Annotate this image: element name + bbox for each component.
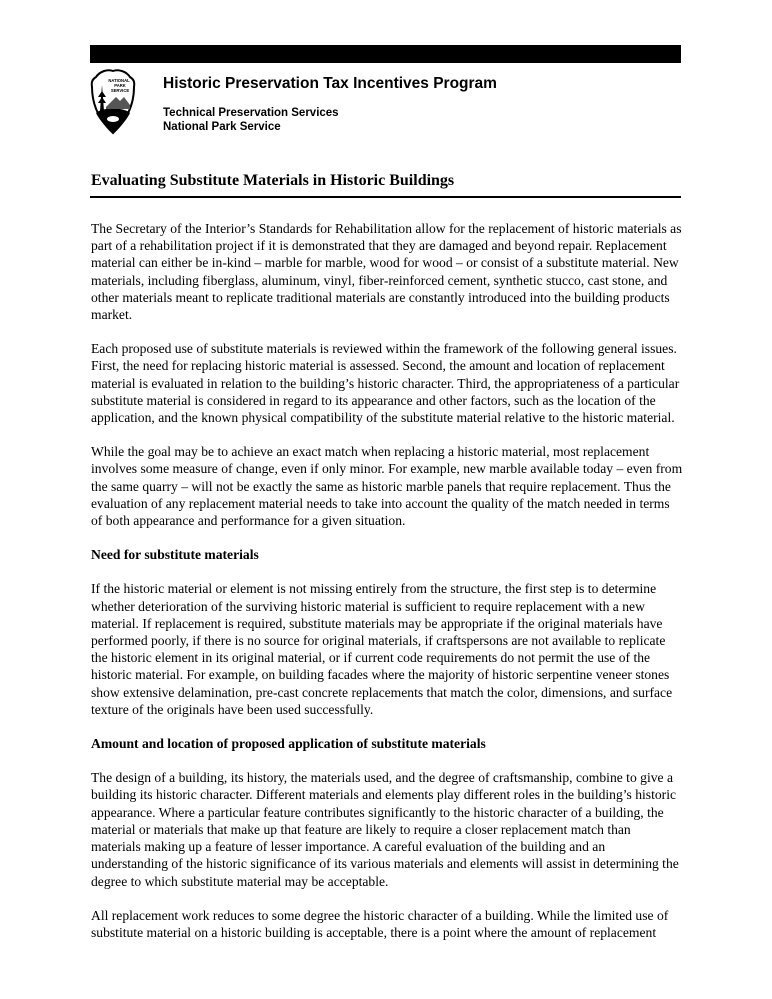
title-divider — [90, 196, 681, 198]
header-black-bar — [90, 45, 681, 63]
svg-text:PARK: PARK — [114, 83, 126, 88]
nps-arrowhead-icon — [90, 67, 136, 135]
paragraph-exact-match: While the goal may be to achieve an exact match when replacing a historic material, most replacement involves some measure of change, even if only minor. For example, new marble available today – even from the same quarry – will not be exactly the same as historic marble panels that require replacement. Thus the evaluation of any replacement material needs to take into account the quality of the match needed in terms of both appearance and performance for a given situation. — [91, 444, 683, 529]
svg-text:SERVICE: SERVICE — [110, 88, 130, 93]
paragraph-need: If the historic material or element is not missing entirely from the structure, the first step is to determine whether deterioration of the surviving historic material is sufficient to require replacement with a new material. If replacement is required, substitute materials may be appropriate if the original materials have performed poorly, if there is no source for original materials, if craftspersons are not available to replicate the historic element in its original material, or if current code requirements do not permit the use of the historic material. For example, on building facades where the majority of historic serpentine veneer stones show extensive delamination, pre-cast concrete replacements that match the color, dimensions, and surface texture of the originals have been used successfully. — [91, 581, 673, 717]
svg-text:NATIONAL: NATIONAL — [108, 78, 130, 83]
paragraph-framework: Each proposed use of substitute materials is reviewed within the framework of the following general issues. First, the need for replacing historic material is assessed. Second, the amount and location of replacement material is evaluated in relation to the building’s historic character. Third, the appropriateness of a particular substitute material is considered in regard to its appearance and other factors, such as the location of the application, and the known physical compatibility of the substitute material relative to the historic material. — [91, 341, 680, 426]
paragraph-intro: The Secretary of the Interior’s Standards for Rehabilitation allow for the replacement of historic materials as part of a rehabilitation project if it is demonstrated that they are damaged and beyond repair. Replacement material can either be in-kind – marble for marble, wood for wood – or consist of a substitute material. New materials, including fiberglass, aluminum, vinyl, fiber-reinforced cement, synthetic stucco, cast stone, and other materials meant to replicate traditional materials are constantly introduced into the building products market. — [91, 221, 682, 323]
document-title: Evaluating Substitute Materials in Historic Buildings — [91, 172, 455, 189]
paragraph-design: The design of a building, its history, the materials used, and the degree of craftsmanship, combine to give a building its historic character. Different materials and elements play different roles in the building’s historic appearance. Where a particular feature contributes significantly to the historic character of a building, the material or materials that make up that feature are likely to require a closer replacement match than materials making up a feature of lesser importance. A careful evaluation of the building and an understanding of the historic significance of its various materials and elements will assist in determining the degree to which substitute material may be acceptable. — [91, 770, 679, 889]
paragraph-replacement-work: All replacement work reduces to some degree the historic character of a building. While the limited use of substitute material on a historic building is acceptable, there is a point where the amount of replacement — [91, 907, 669, 940]
section-heading-amount-location: Amount and location of proposed application of substitute materials — [91, 736, 486, 752]
program-title: Historic Preservation Tax Incentives Program — [163, 75, 497, 92]
section-heading-need: Need for substitute materials — [91, 547, 259, 563]
subtitle-technical-preservation-services: Technical Preservation Services — [163, 107, 339, 119]
subtitle-national-park-service: National Park Service — [163, 121, 281, 133]
document-body — [91, 220, 683, 958]
